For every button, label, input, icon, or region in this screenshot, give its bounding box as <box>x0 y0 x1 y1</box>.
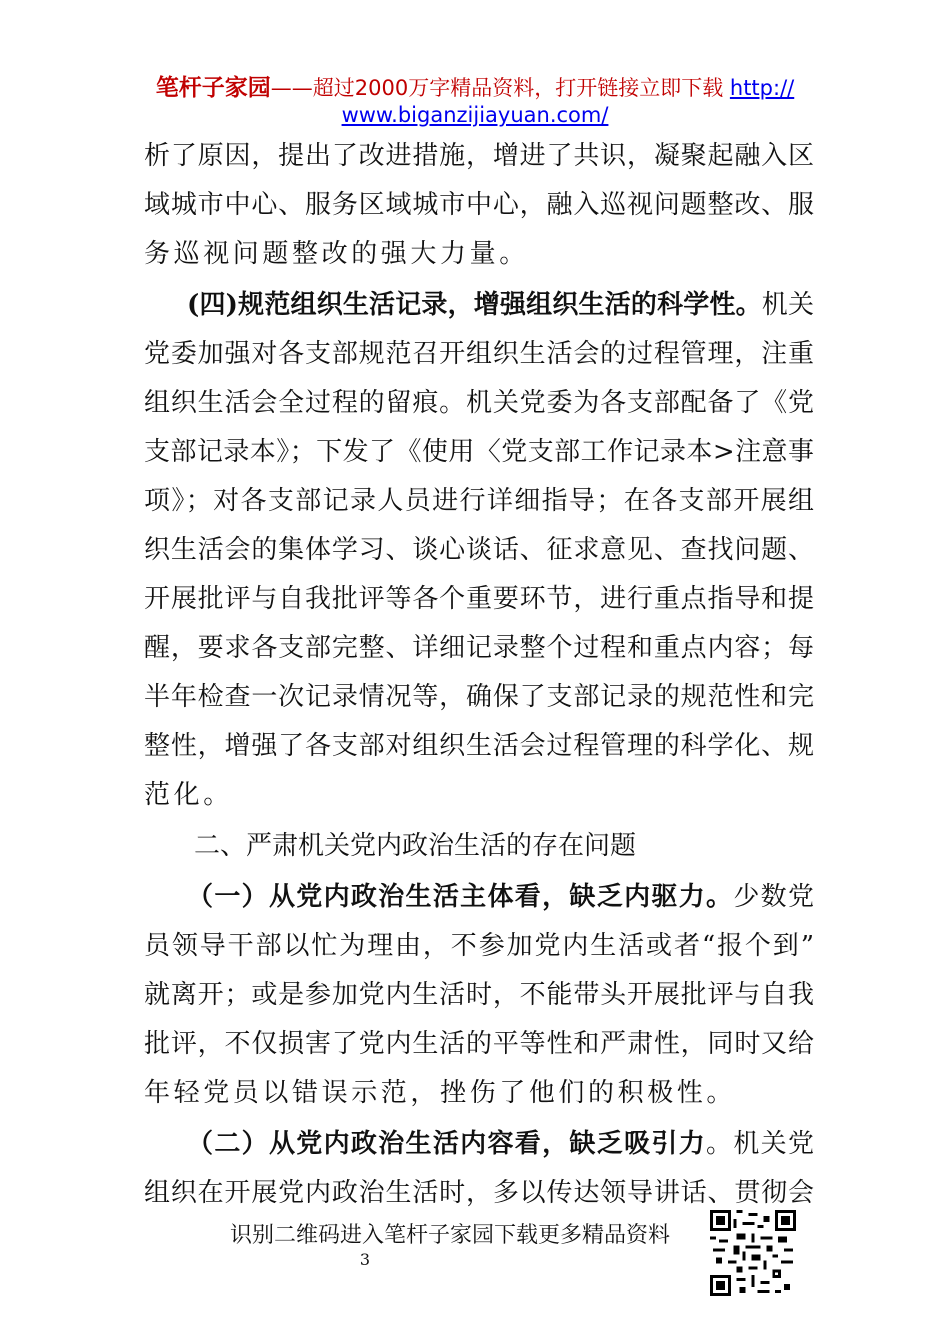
body-line: 批评，不仅损害了党内生活的平等性和严肃性，同时又给 <box>144 1029 814 1059</box>
section-4-heading: (四)规范组织生活记录，增强组织生活的科学性。 <box>187 290 762 320</box>
section-two-heading: 二、严肃机关党内政治生活的存在问题 <box>194 831 637 861</box>
brand-name: 笔杆子家园 <box>155 75 271 101</box>
body-line: 半年检查一次记录情况等，确保了支部记录的规范性和完 <box>144 682 814 712</box>
subsection-2-heading-line <box>187 1127 814 1161</box>
subsection-1-rest: 少数党 <box>733 882 814 912</box>
subsection-2-heading: （二）从党内政治生活内容看，缺乏吸引力 <box>187 1129 707 1159</box>
subsection-1-heading: （一）从党内政治生活主体看，缺乏内驱力。 <box>187 882 734 912</box>
body-line: 醒，要求各支部完整、详细记录整个过程和重点内容；每 <box>144 633 814 663</box>
body-line: 组织生活会全过程的留痕。机关党委为各支部配备了《党 <box>144 388 814 418</box>
subsection-1-heading-line <box>187 880 814 914</box>
body-line: 范化。 <box>144 780 233 810</box>
body-line: 支部记录本》；下发了《使用〈党支部工作记录本>注意事 <box>144 437 814 467</box>
header-line-1 <box>0 74 950 102</box>
body-line: 域城市中心、服务区域城市中心，融入巡视问题整改、服 <box>144 190 814 220</box>
download-link[interactable]: http:// <box>729 76 795 100</box>
body-line: 党委加强对各支部规范召开组织生活会的过程管理，注重 <box>144 339 814 369</box>
body-line: 就离开；或是参加党内生活时，不能带头开展批评与自我 <box>144 980 814 1010</box>
footer-caption: 识别二维码进入笔杆子家园下载更多精品资料 <box>229 1223 670 1248</box>
subsection-2-rest: 。机关党 <box>706 1129 814 1159</box>
qr-code-icon[interactable] <box>710 1210 796 1296</box>
body-line: 务巡视问题整改的强大力量。 <box>144 239 529 269</box>
section-4-rest: 机关 <box>761 290 814 320</box>
body-line: 组织在开展党内政治生活时，多以传达领导讲话、贯彻会 <box>144 1178 814 1208</box>
header-tagline: ——超过2000万字精品资料，打开链接立即下载 <box>270 76 724 100</box>
body-line: 整性，增强了各支部对组织生活会过程管理的科学化、规 <box>144 731 814 761</box>
body-line: 开展批评与自我批评等各个重要环节，进行重点指导和提 <box>144 584 814 614</box>
body-line: 项》；对各支部记录人员进行详细指导；在各支部开展组 <box>144 486 814 516</box>
body-line: 析了原因，提出了改进措施，增进了共识，凝聚起融入区 <box>144 141 814 171</box>
download-link-url[interactable]: www.biganzijiayuan.com/ <box>341 103 609 127</box>
body-line: 员领导干部以忙为理由，不参加党内生活或者“报个到” <box>144 931 814 961</box>
header-line-2 <box>0 102 950 128</box>
body-line: 年轻党员以错误示范，挫伤了他们的积极性。 <box>144 1078 737 1108</box>
section-4-heading-line <box>187 288 814 322</box>
page-number: 3 <box>359 1250 371 1269</box>
body-line: 织生活会的集体学习、谈心谈话、征求意见、查找问题、 <box>144 535 814 565</box>
